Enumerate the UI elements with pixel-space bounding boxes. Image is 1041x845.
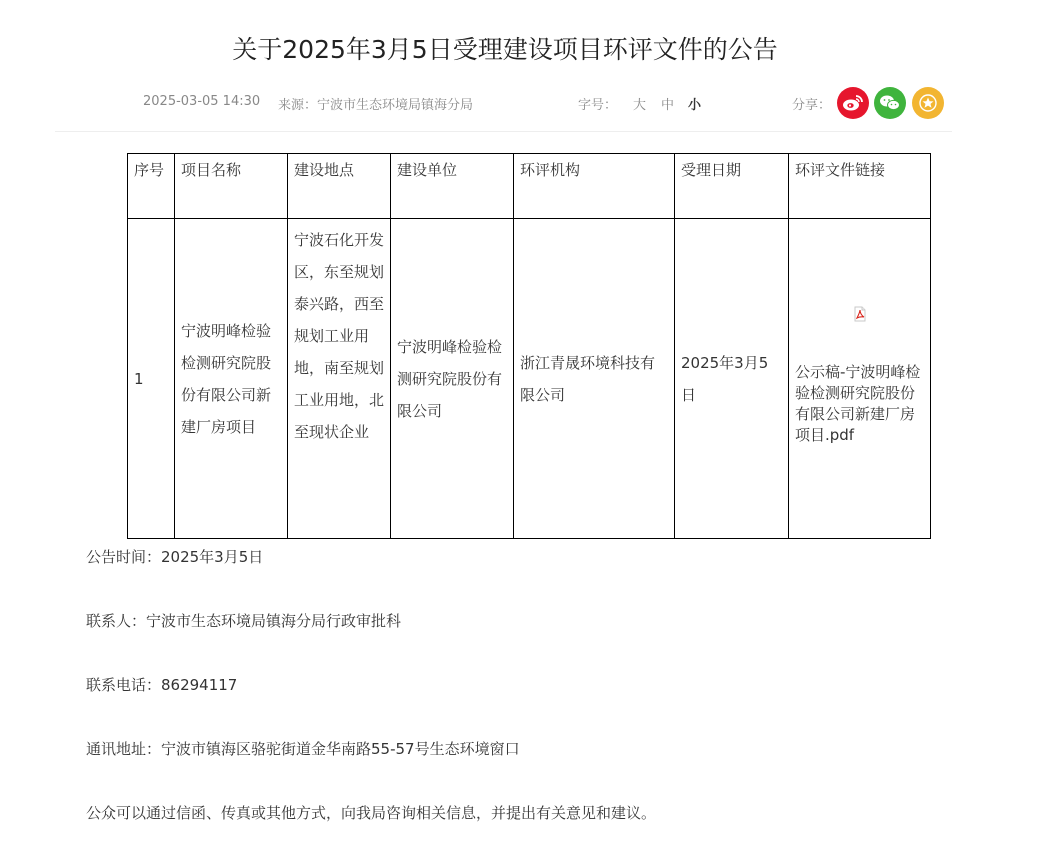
weibo-share-button[interactable] bbox=[837, 87, 869, 119]
notice-address: 通讯地址：宁波市镇海区骆驼街道金华南路55-57号生态环境窗口 bbox=[86, 740, 520, 758]
table-header-row bbox=[128, 154, 931, 219]
header-divider bbox=[55, 131, 952, 132]
cell-agency: 浙江青晟环境科技有限公司 bbox=[514, 219, 675, 539]
notice-contact: 联系人：宁波市生态环境局镇海分局行政审批科 bbox=[86, 612, 402, 630]
header-cell-file-link: 环评文件链接 bbox=[789, 154, 931, 219]
font-size-medium-button[interactable]: 中 bbox=[661, 98, 675, 113]
pdf-file-icon[interactable] bbox=[852, 306, 868, 322]
favorite-icon bbox=[917, 92, 939, 114]
page-title: 关于2025年3月5日受理建设项目环评文件的公告 bbox=[232, 35, 778, 64]
share-label: 分享： bbox=[792, 98, 832, 113]
font-size-small-button[interactable]: 小 bbox=[688, 98, 702, 113]
publish-date: 2025-03-05 14:30 bbox=[143, 94, 261, 109]
weibo-icon bbox=[842, 94, 864, 112]
header-cell-project: 项目名称 bbox=[175, 154, 288, 219]
header-cell-agency: 环评机构 bbox=[514, 154, 675, 219]
header-cell-builder: 建设单位 bbox=[391, 154, 514, 219]
cell-date: 2025年3月5日 bbox=[675, 219, 789, 539]
font-size-large-button[interactable]: 大 bbox=[633, 98, 647, 113]
notice-phone: 联系电话：86294117 bbox=[86, 676, 238, 694]
wechat-share-button[interactable] bbox=[874, 87, 906, 119]
header-cell-no: 序号 bbox=[128, 154, 175, 219]
project-table bbox=[127, 153, 931, 539]
cell-location: 宁波石化开发区，东至规划泰兴路，西至规划工业用地，南至规划工业用地，北至现状企业 bbox=[288, 219, 391, 539]
font-size-label: 字号： bbox=[578, 98, 618, 113]
notice-public-comment: 公众可以通过信函、传真或其他方式，向我局咨询相关信息，并提出有关意见和建议。 bbox=[86, 804, 657, 822]
cell-builder: 宁波明峰检验检测研究院股份有限公司 bbox=[391, 219, 514, 539]
cell-file-link bbox=[789, 219, 931, 539]
notice-time: 公告时间：2025年3月5日 bbox=[86, 548, 264, 566]
article-source: 来源：宁波市生态环境局镇海分局 bbox=[278, 98, 474, 113]
header-cell-location: 建设地点 bbox=[288, 154, 391, 219]
cell-no: 1 bbox=[128, 219, 175, 539]
wechat-icon bbox=[879, 94, 901, 112]
pdf-file-link[interactable]: 公示稿-宁波明峰检验检测研究院股份有限公司新建厂房项目.pdf bbox=[795, 363, 921, 444]
cell-project: 宁波明峰检验检测研究院股份有限公司新建厂房项目 bbox=[175, 219, 288, 539]
table-row bbox=[128, 219, 931, 539]
favorite-share-button[interactable] bbox=[912, 87, 944, 119]
header-cell-date: 受理日期 bbox=[675, 154, 789, 219]
